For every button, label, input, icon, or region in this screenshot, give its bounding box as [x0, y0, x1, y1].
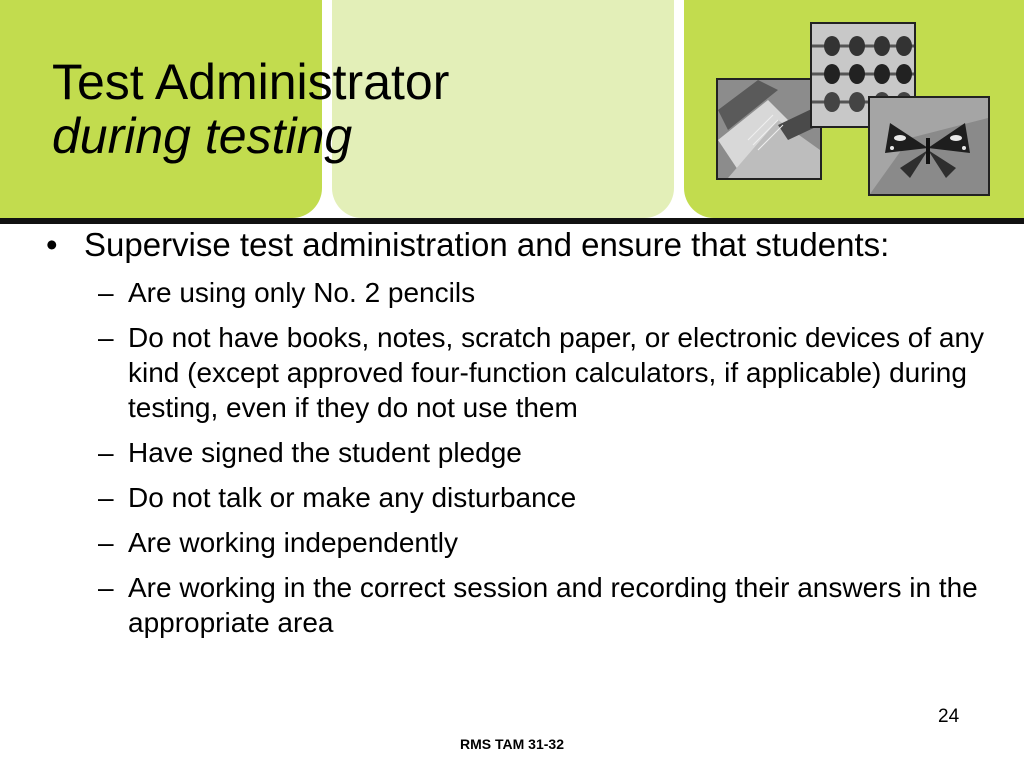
sub-bullet: – Do not talk or make any disturbance — [98, 482, 577, 513]
butterfly-photo — [868, 96, 990, 196]
sub-bullet-text: Do not talk or make any disturbance — [128, 482, 577, 513]
sub-bullet-text: Have signed the student pledge — [128, 437, 522, 468]
sub-bullet: – Have signed the student pledge — [98, 437, 522, 468]
sub-bullet-list — [40, 275, 990, 640]
sub-bullet: – Are working in the correct session and recording their answers in the appropriate area — [98, 572, 978, 638]
main-bullet-text: Supervise test administration and ensure that students: — [84, 226, 890, 263]
sub-bullet: – Are working independently — [98, 527, 458, 558]
title-line-2: during testing — [52, 108, 353, 164]
slide-title — [52, 55, 449, 163]
footer-reference: RMS TAM 31-32 — [460, 736, 564, 752]
sub-bullet-text: Are working independently — [128, 527, 458, 558]
sub-bullet: – Are using only No. 2 pencils — [98, 277, 476, 308]
sub-bullet-text: Are using only No. 2 pencils — [128, 277, 476, 308]
sub-bullet-text: Are working in the correct session and recording their answers in the appropriate area — [128, 572, 978, 638]
sub-bullet: – Do not have books, notes, scratch paper, or electronic devices of any kind (except approved four-function calculators, if applicable) during testing, even if they do not use them — [98, 322, 985, 423]
books-photo — [716, 78, 822, 180]
photo-collage — [710, 20, 1000, 200]
sub-bullet-text: Do not have books, notes, scratch paper, or electronic devices of any kind (except approved four-function calculators, if applicable) during testing, even if they do not use them — [128, 322, 985, 423]
title-line-1: Test Administrator — [52, 54, 450, 110]
bullet-mark: • — [46, 226, 58, 263]
slide-body — [40, 228, 990, 650]
header-divider — [0, 218, 1024, 224]
main-bullet — [40, 228, 990, 261]
page-number: 24 — [938, 706, 960, 727]
